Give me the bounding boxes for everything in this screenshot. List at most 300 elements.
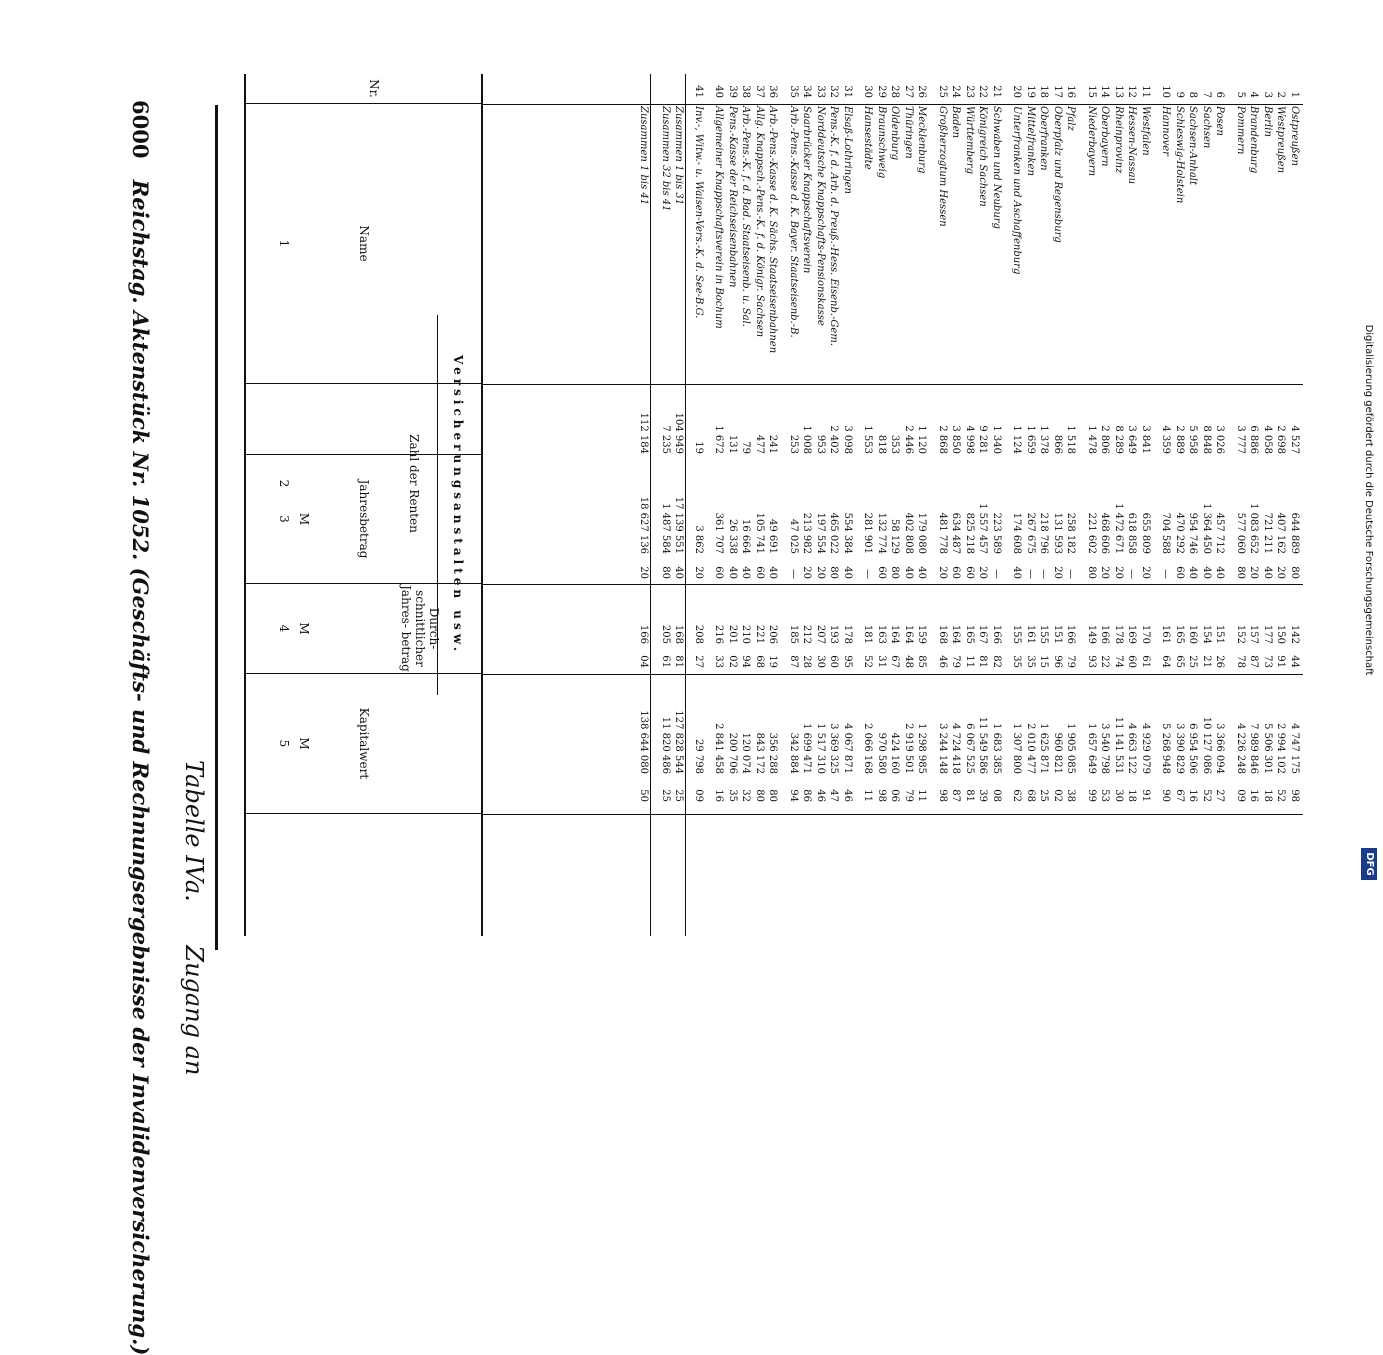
cell-nr: 35 [788,85,799,98]
cell-nr: 41 [693,85,704,98]
cell-kw: 2 919 501 [903,723,914,774]
cell-zahl: 4 359 [1160,425,1172,454]
cell-zahl: 6 886 [1248,425,1260,454]
cell-zahl: 2 402 [828,425,840,454]
cell-nr: 6 [1214,91,1226,98]
cell-dj: 221 [754,624,765,644]
table-row [1038,74,1049,936]
table-row [740,74,751,936]
cell-kw: 4 663 122 [1126,723,1138,774]
cell-kwp: 18 [1262,789,1273,802]
cell-dj: 181 [862,624,874,644]
cell-jb: 644 889 [1289,512,1300,554]
cell-dj: 216 [713,624,725,644]
cell-jb: 825 218 [964,512,975,554]
cell-djp: 26 [1214,655,1226,668]
cell-nr: 4 [1248,91,1260,98]
cell-djp: 91 [1275,655,1287,668]
cell-kwp: 94 [788,789,799,802]
cell-kwp: 25 [673,789,685,802]
cell-name: Arb.-Pens.-Kasse d. K. Bayer. Staatseisenb.-B. [788,106,799,338]
cell-jb: 721 211 [1262,512,1273,554]
cell-name: Sachsen-Anhalt [1187,106,1199,186]
cell-zahl: 2 446 [903,425,914,454]
cell-name: Thüringen [903,106,914,159]
cell-djp: 95 [842,655,853,668]
table-row [828,74,839,936]
cell-zahl: 953 [815,434,826,454]
cell-dj: 210 [740,624,752,644]
table-row [1160,74,1171,936]
cell-dj: 142 [1289,624,1300,644]
cell-kwp: 02 [1052,789,1063,802]
table-row [1099,74,1110,936]
cell-djp: 25 [1187,655,1199,668]
cell-name: Zusammen 1 bis 41 [638,106,650,206]
cell-kwp: 38 [1065,789,1077,802]
cell-name: Inv.-, Witw.- u. Waisen-Vers.-K. d. See-B.G. [693,106,704,319]
sum-divider [651,74,652,936]
cell-kwp: 98 [937,789,948,802]
cell-jb: 18 627 136 [638,496,650,554]
cell-nr: 26 [916,85,928,98]
cell-name: Allg. Knappsch.-Pens.-K. f. d. Königr. Sachsen [754,106,765,338]
cell-kw: 11 820 486 [660,716,671,774]
cell-dj: 193 [828,624,840,644]
cell-name: Ostpreußen [1289,106,1300,166]
cell-kw: 2 066 168 [862,723,874,774]
cell-kwp: 35 [727,789,738,802]
cell-kw: 3 244 148 [937,723,948,774]
cell-kw: 5 268 948 [1160,723,1172,774]
cell-kwp: 68 [1025,789,1036,802]
cell-jbp: 60 [964,566,975,579]
cell-djp: 96 [1052,655,1063,668]
cell-dj: 185 [788,624,799,644]
cell-djp: 60 [1126,655,1138,668]
cell-nr: 32 [828,85,840,98]
cell-jbp: 20 [1099,566,1111,579]
cell-name: Mecklenburg [916,106,928,174]
col-nr-label: Nr. [367,79,381,98]
cell-dj: 177 [1262,624,1273,644]
table-row [875,74,886,936]
cell-kw: 4 929 079 [1140,723,1151,774]
cell-nr: 24 [950,85,962,98]
cell-jbp: 20 [977,566,989,579]
cell-nr: 40 [713,85,725,98]
cell-jbp: — [1038,569,1050,579]
table-row [753,74,764,936]
cell-jbp: 80 [1235,566,1246,579]
cell-nr: 34 [801,85,813,98]
cell-kwp: 62 [1011,789,1023,802]
cell-kwp: 30 [1113,789,1124,802]
cell-name: Hansestädte [862,106,874,170]
cell-zahl: 4 058 [1262,425,1273,454]
divider [483,674,1303,675]
table-row [814,74,825,936]
cell-kwp: 99 [1086,789,1097,802]
cell-jb: 267 675 [1025,512,1036,554]
cell-dj: 164 [950,624,962,644]
table-row [692,74,703,936]
cell-dj: 165 [1174,624,1185,644]
cell-jbp: 20 [937,566,948,579]
table-row [950,74,961,936]
cell-nr: 28 [889,85,901,98]
cell-jb: 179 080 [916,512,928,554]
divider [483,584,1303,585]
col-dj-header [246,584,481,674]
cell-name: Niederbayern [1086,106,1097,177]
cell-name: Allgemeiner Knappschaftsverein in Bochum [713,106,725,329]
cell-jb: 1 472 671 [1113,503,1124,554]
cell-jbp: 60 [950,566,962,579]
cell-kwp: 16 [1187,789,1199,802]
cell-djp: 31 [876,655,887,668]
cell-djp: 15 [1038,655,1050,668]
table-row [1011,74,1022,936]
cell-kw: 1 307 800 [1011,723,1023,774]
sum-divider [686,74,687,936]
cell-dj: 155 [1038,624,1050,644]
cell-jb: 954 746 [1187,512,1199,554]
cell-nr: 12 [1126,85,1138,98]
cell-jbp: 40 [1011,566,1023,579]
table-row [801,74,812,936]
table-row [1139,74,1150,936]
cell-kwp: 50 [638,789,650,802]
cell-zahl: 2 698 [1275,425,1287,454]
col-name-header [246,104,481,384]
cell-nr: 3 [1262,91,1273,98]
cell-zahl: 1 340 [991,425,1002,454]
cell-jbp: 40 [903,566,914,579]
cell-kw: 5 506 301 [1262,723,1273,774]
cell-nr: 21 [991,85,1002,98]
cell-kwp: 98 [876,789,887,802]
cell-djp: 48 [903,655,914,668]
cell-kw: 1 905 085 [1065,723,1077,774]
cell-kwp: 87 [950,789,962,802]
cell-jb: 16 664 [740,519,752,554]
cell-kw: 356 288 [767,732,779,774]
cell-jb: 470 292 [1174,512,1185,554]
cell-djp: 87 [788,655,799,668]
cell-name: Zusammen 1 bis 31 [673,106,685,206]
cell-zahl: 3 098 [842,425,853,454]
cell-nr: 7 [1201,91,1212,98]
page-number: 6000 [128,100,153,159]
table-row [1275,74,1286,936]
cell-jbp: 40 [740,566,752,579]
cell-dj: 168 [937,624,948,644]
cell-zahl: 104 949 [673,412,685,454]
cell-nr: 5 [1235,91,1246,98]
cell-nr: 33 [815,85,826,98]
cell-kwp: 09 [693,789,704,802]
cell-djp: 46 [937,655,948,668]
cell-jbp: — [862,569,874,579]
cell-jb: 49 691 [767,519,779,554]
cell-dj: 178 [1113,624,1124,644]
cell-zahl: 4 527 [1289,425,1300,454]
cell-dj: 160 [1187,624,1199,644]
cell-dj: 164 [889,624,901,644]
cell-dj: 161 [1160,624,1172,644]
cell-name: Rheinprovinz [1113,106,1124,174]
cell-kw: 4 747 175 [1289,723,1300,774]
cell-dj: 165 [964,624,975,644]
cell-dj: 169 [1126,624,1138,644]
cell-jb: 457 712 [1214,512,1226,554]
cell-jb: 407 162 [1275,512,1287,554]
cell-kwp: 16 [713,789,725,802]
unit-dj: M [297,622,311,635]
cell-kwp: 39 [977,789,989,802]
cell-name: Zusammen 32 bis 41 [660,106,671,212]
cell-kw: 1 699 471 [801,723,813,774]
table-title-text: Tabelle IVa. [180,760,208,902]
cell-kw: 120 074 [740,732,752,774]
cell-kw: 3 390 829 [1174,723,1185,774]
table-row [1234,74,1245,936]
cell-kw: 342 884 [788,732,799,774]
cell-nr: 39 [727,85,738,98]
cell-dj: 159 [916,624,928,644]
cell-dj: 164 [903,624,914,644]
cell-djp: 85 [916,655,928,668]
cell-jb: 634 487 [950,512,962,554]
col-kw-label: Kapitalwert [357,707,371,780]
cell-djp: 30 [815,655,826,668]
cell-kwp: 98 [1289,789,1300,802]
cell-kwp: 25 [660,789,671,802]
cell-nr: 8 [1187,91,1199,98]
cell-jb: 258 182 [1065,512,1077,554]
divider [483,104,1303,105]
cell-kw: 7 989 846 [1248,723,1260,774]
cell-zahl: 1 478 [1086,425,1097,454]
cell-jb: 1 083 652 [1248,503,1260,554]
cell-jbp: — [788,569,799,579]
cell-zahl: 1 124 [1011,425,1023,454]
cell-jb: 481 778 [937,512,948,554]
cell-name: Sachsen [1201,106,1212,149]
cell-jbp: 20 [693,566,704,579]
cell-nr: 11 [1140,85,1151,98]
page-header [128,100,153,1355]
cell-dj: 161 [1025,624,1036,644]
table-row [963,74,974,936]
cell-dj: 201 [727,624,738,644]
cell-name: Oberpfalz und Regensburg [1052,106,1063,243]
table-row [767,74,778,936]
cell-kwp: 80 [754,789,765,802]
cell-jbp: 20 [815,566,826,579]
table-row [1126,74,1137,936]
cell-jb: 132 774 [876,512,887,554]
cell-jb: 402 808 [903,512,914,554]
cell-kw: 200 706 [727,732,738,774]
cell-djp: 64 [1160,655,1172,668]
cell-dj: 152 [1235,624,1246,644]
cell-nr: 38 [740,85,752,98]
cell-dj: 168 [673,624,685,644]
cell-djp: 68 [754,655,765,668]
cell-dj: 151 [1052,624,1063,644]
total-row [638,74,649,936]
group-heading: Versicherungsanstalten usw. [437,315,478,695]
col-nr-header [246,74,481,104]
cell-djp: 04 [638,655,650,668]
cell-kw: 970 580 [876,732,887,774]
cell-kwp: 79 [903,789,914,802]
cell-kwp: 90 [1160,789,1172,802]
cell-dj: 154 [1201,624,1212,644]
cell-nr: 23 [964,85,975,98]
cell-kw: 10 127 086 [1201,716,1212,774]
cell-jb: 577 060 [1235,512,1246,554]
cell-nr: 16 [1065,85,1077,98]
cell-djp: 33 [713,655,725,668]
cell-name: Hessen-Nassau [1126,106,1138,185]
cell-kw: 1 625 871 [1038,723,1050,774]
table-row [936,74,947,936]
cell-kw: 1 298 985 [916,723,928,774]
cell-zahl: 1 378 [1038,425,1050,454]
cell-name: Mittelfranken [1025,106,1036,176]
cell-kw: 6 067 525 [964,723,975,774]
cell-djp: 02 [727,655,738,668]
cell-jb: 361 707 [713,512,725,554]
col-zahl-label: Zahl der Renten [407,434,421,533]
cell-djp: 78 [1235,655,1246,668]
cell-kw: 127 828 544 [673,710,685,774]
cell-name: Unterfranken und Aschaffenburg [1011,106,1023,275]
cell-djp: 35 [1025,655,1036,668]
cell-name: Pommern [1235,106,1246,155]
cell-jb: 131 593 [1052,512,1063,554]
table-row [1112,74,1123,936]
cell-zahl: 5 958 [1187,425,1199,454]
cell-jbp: 80 [1289,566,1300,579]
cell-jb: 47 025 [788,519,799,554]
cell-dj: 212 [801,624,813,644]
colno-2: 2 [277,479,291,488]
cell-jbp: — [1065,569,1077,579]
cell-zahl: 1 008 [801,425,813,454]
cell-dj: 166 [1065,624,1077,644]
cell-kwp: 81 [964,789,975,802]
cell-kwp: 08 [991,789,1002,802]
cell-nr: 2 [1275,91,1287,98]
cell-kwp: 80 [767,789,779,802]
cell-kwp: 06 [889,789,901,802]
cell-jb: 58 129 [889,519,901,554]
cell-dj: 155 [1011,624,1023,644]
cell-djp: 73 [1262,655,1273,668]
cell-djp: 61 [1140,655,1151,668]
cell-kwp: 91 [1140,789,1151,802]
cell-kwp: 27 [1214,789,1226,802]
cell-djp: 65 [1174,655,1185,668]
cell-jbp: 60 [754,566,765,579]
cell-jbp: 20 [1113,566,1124,579]
cell-dj: 206 [767,624,779,644]
cell-jb: 655 809 [1140,512,1151,554]
cell-name: Pfalz [1065,106,1077,131]
cell-name: Königreich Sachsen [977,106,989,207]
cell-nr: 22 [977,85,989,98]
table-row [902,74,913,936]
cell-zahl: 866 [1052,434,1063,454]
cell-djp: 11 [964,655,975,668]
cell-djp: 27 [693,655,704,668]
col-name-label: Name [357,225,371,262]
table-row [889,74,900,936]
cell-zahl: 253 [788,434,799,454]
cell-kw: 2 010 477 [1025,723,1036,774]
cell-jb: 213 982 [801,512,813,554]
cell-zahl: 3 649 [1126,425,1138,454]
table-row [841,74,852,936]
cell-jbp: 40 [1214,566,1226,579]
table-title [180,760,208,1075]
colno-5: 5 [277,739,291,748]
cell-name: Pens.-K. f. d. Arb. d. Preuß.-Hess. Eisenb.-Gem. [828,106,840,347]
cell-name: Berlin [1262,106,1273,137]
cell-kwp: 09 [1235,789,1246,802]
cell-zahl: 8 848 [1201,425,1212,454]
cell-djp: 79 [950,655,962,668]
cell-nr: 17 [1052,85,1063,98]
cell-kw: 2 994 102 [1275,723,1287,774]
cell-kw: 3 540 798 [1099,723,1111,774]
table-row [990,74,1001,936]
cell-kwp: 52 [1201,789,1212,802]
table-row [916,74,927,936]
total-row [673,74,684,936]
cell-kwp: 46 [815,789,826,802]
cell-dj: 208 [693,624,704,644]
cell-jb: 1 487 584 [660,503,671,554]
cell-kwp: 67 [1174,789,1185,802]
cell-kw: 4 724 418 [950,723,962,774]
cell-name: Oldenburg [889,106,901,161]
colno-4: 4 [277,624,291,633]
cell-djp: 44 [1289,655,1300,668]
table-row [713,74,724,936]
col-jb-header [246,454,481,584]
cell-name: Schwaben und Neuburg [991,106,1002,229]
digitization-credit: Digitalisierung gefördert durch die Deutsche Forschungsgemeinschaft [1363,324,1374,676]
cell-zahl: 112 184 [638,412,650,454]
cell-dj: 167 [977,624,989,644]
cell-kwp: 52 [1275,789,1287,802]
cell-kw: 424 160 [889,732,901,774]
cell-jbp: 60 [713,566,725,579]
table-row [977,74,988,936]
cell-zahl: 1 659 [1025,425,1036,454]
cell-kw: 11 141 531 [1113,716,1124,774]
cell-zahl: 3 850 [950,425,962,454]
cell-kwp: 47 [828,789,840,802]
cell-zahl: 3 777 [1235,425,1246,454]
cell-djp: 28 [801,655,813,668]
cell-nr: 18 [1038,85,1050,98]
